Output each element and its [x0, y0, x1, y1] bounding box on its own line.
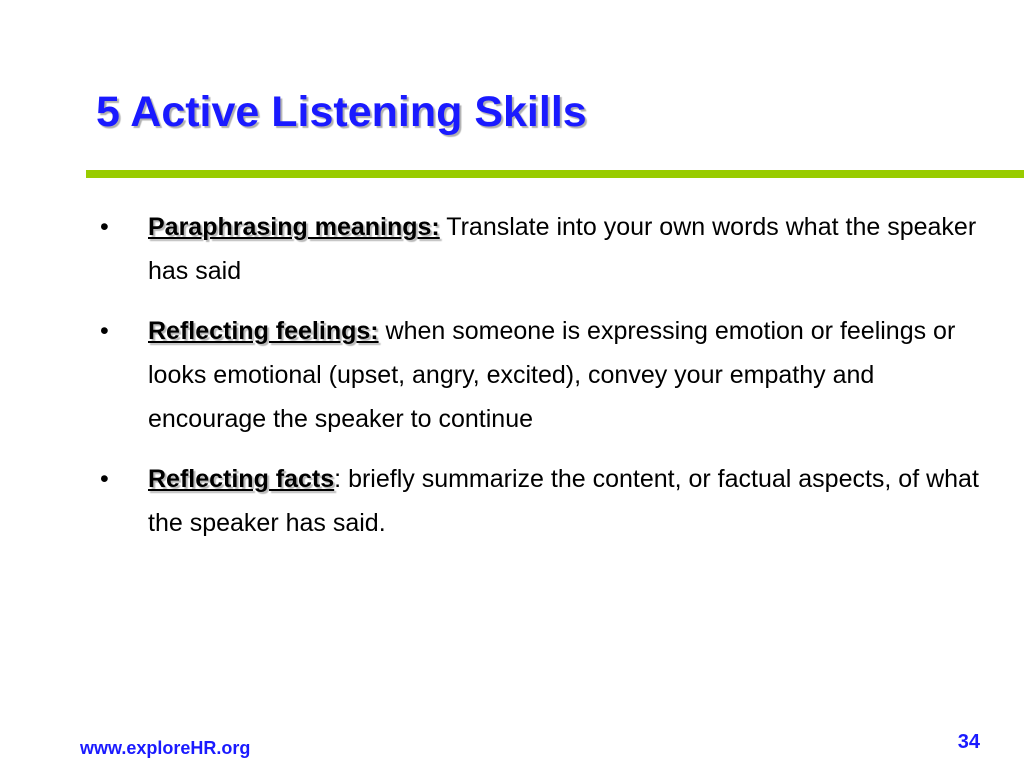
footer-url: www.exploreHR.org [80, 738, 251, 758]
bullet-text: when someone is expressing emotion or feelings or looks emotional (upset, angry, excited), convey your empathy and encourage the speaker to continue [148, 317, 956, 433]
bullet-list [96, 205, 986, 561]
page-number: 34 [957, 731, 980, 753]
bullet-item-reflecting-facts [96, 457, 986, 545]
bullet-item-paraphrasing [96, 205, 986, 293]
bullet-marker: • [100, 317, 109, 345]
bullet-text: : briefly summarize the content, or factual aspects, of what the speaker has said. [148, 465, 979, 537]
bullet-term: Reflecting facts [148, 465, 335, 493]
bullet-marker: • [100, 465, 109, 493]
bullet-item-reflecting-feelings [96, 309, 986, 441]
bullet-term: Reflecting feelings: [148, 317, 379, 345]
bullet-marker: • [100, 213, 109, 241]
bullet-term: Paraphrasing meanings: [148, 213, 440, 241]
title-divider [86, 170, 1024, 178]
slide-title: 5 Active Listening Skills [96, 88, 587, 136]
bullet-text: Translate into your own words what the speaker has said [148, 213, 977, 285]
